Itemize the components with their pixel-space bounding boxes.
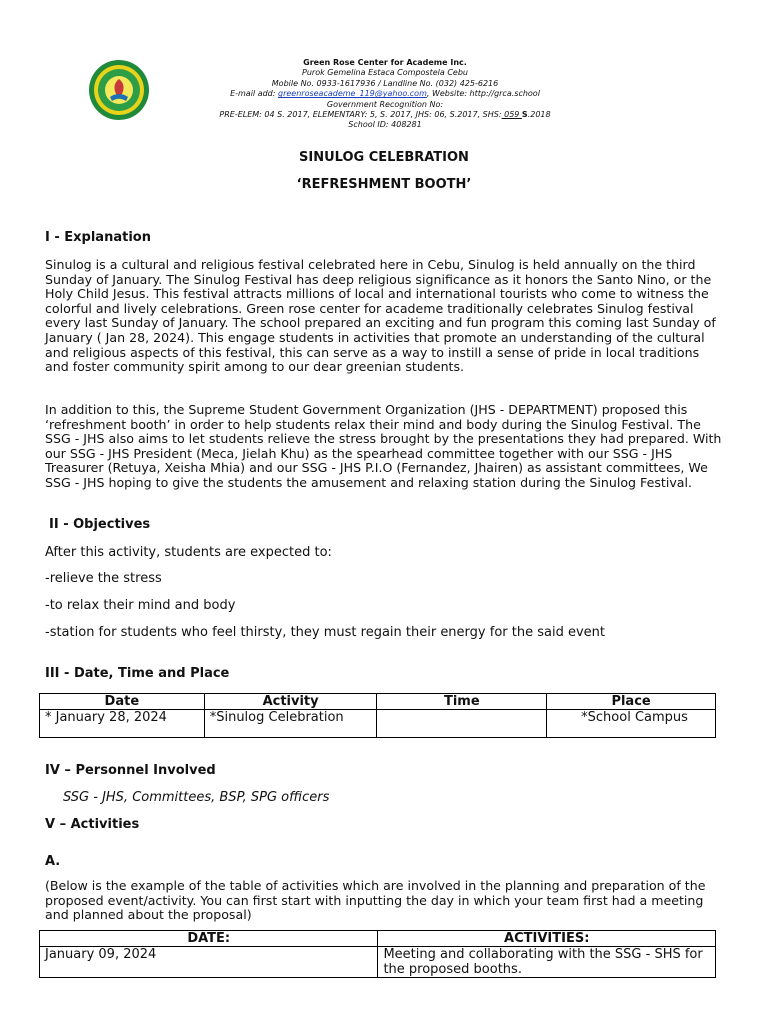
explanation-paragraph-2: In addition to this, the Supreme Student Government Organization (JHS - DEPARTMENT) proposed this ‘refreshment booth’ in order to help students relax their mind and body during the Sinulog Festival. The SSG - JHS also aims to let students relieve the stress brought by the presentations they had prepared. With our SSG - JHS President (Meca, Jielah Khu) as the spearhead committee together with our SSG - JHS Treasurer (Retuya, Xeisha Mhia) and our SSG - JHS P.I.O (Fernandez, Jhairen) as assistant committees, We SSG - JHS hoping to give the students the amusement and relaxing station during the Sinulog Festival. (45, 402, 722, 490)
shs-s: S (521, 110, 528, 120)
school-id: School ID: 408281 (348, 120, 422, 130)
cell-date: * January 28, 2024 (40, 710, 205, 738)
letterhead (0, 56, 768, 132)
table-row (40, 710, 716, 738)
org-name: Green Rose Center for Academe Inc. (303, 58, 467, 67)
col-date: DATE: (40, 931, 378, 947)
activities-note: (Below is the example of the table of activities which are involved in the planning and preparation of the proposed event/activity. You can first start with inputting the day in which your team first had a meeting and planned about the proposal) (45, 878, 706, 923)
schedule-table (39, 693, 716, 738)
table-row (40, 947, 716, 978)
section-3-heading: III - Date, Time and Place (45, 666, 230, 681)
website: , Website: http://grca.school (426, 89, 540, 99)
activities-table (39, 930, 716, 978)
cell-date: January 09, 2024 (40, 947, 378, 978)
levels-prefix: PRE-ELEM: 04 S. 2017, ELEMENTARY: 5, S. 2017, JHS: 06, S.2017, SHS: (219, 110, 502, 120)
cell-place: *School Campus (547, 710, 716, 738)
school-logo (88, 59, 150, 121)
col-activity: Activity (204, 694, 377, 710)
levels-suffix: .2018 (527, 110, 551, 120)
levels-line (190, 110, 580, 120)
objective-item: -relieve the stress (45, 571, 162, 586)
explanation-paragraph-1: Sinulog is a cultural and religious festival celebrated here in Cebu, Sinulog is held annually on the third Sunday of January. The Sinulog Festival has deep religious significance as it honors the Santo Nino, or the Holy Child Jesus. This festival attracts millions of local and international tourists who come to witness the colorful and lively celebrations. Green rose center for academe traditionally celebrates Sinulog festival every last Sunday of January. The school prepared an exciting and fun program this coming last Sunday of January ( Jan 28, 2024). This engage students in activities that promote an understanding of the cultural and religious aspects of this festival, this can serve as a way to instill a sense of pride in local traditions and foster community spirit among to our dear greenian students. (45, 257, 716, 375)
contact-numbers: Mobile No. 0933-1617936 / Landline No. (032) 425-6216 (271, 78, 499, 88)
section-1-heading: I - Explanation (45, 230, 151, 245)
cell-activities: Meeting and collaborating with the SSG - SHS for the proposed booths. (378, 947, 716, 978)
personnel-list: SSG - JHS, Committees, BSP, SPG officers (63, 790, 330, 805)
email-line (190, 89, 580, 99)
doc-title: SINULOG CELEBRATION (299, 150, 469, 165)
address: Purok Gemelina Estaca Compostela Cebu (302, 68, 468, 78)
activities-sub-a: A. (45, 854, 61, 869)
recognition: Government Recognition No: (326, 99, 444, 109)
objective-item: -to relax their mind and body (45, 598, 236, 613)
table-header-row (40, 694, 716, 710)
cell-time (377, 710, 547, 738)
table-header-row (40, 931, 716, 947)
section-4-heading: IV – Personnel Involved (45, 763, 216, 778)
section-5-heading: V – Activities (45, 817, 140, 832)
shs-number: 059 (501, 110, 522, 120)
doc-subtitle: ‘REFRESHMENT BOOTH’ (296, 177, 472, 192)
email-link[interactable]: greenroseacademe_119@yahoo.com (278, 89, 427, 99)
col-activities: ACTIVITIES: (378, 931, 716, 947)
col-date: Date (40, 694, 205, 710)
section-2-heading: II - Objectives (49, 517, 151, 532)
col-time: Time (377, 694, 547, 710)
cell-activity: *Sinulog Celebration (204, 710, 377, 738)
objectives-intro: After this activity, students are expected to: (45, 545, 332, 560)
email-prefix: E-mail add: (230, 89, 276, 99)
col-place: Place (547, 694, 716, 710)
objective-item: -station for students who feel thirsty, they must regain their energy for the said event (45, 625, 605, 640)
